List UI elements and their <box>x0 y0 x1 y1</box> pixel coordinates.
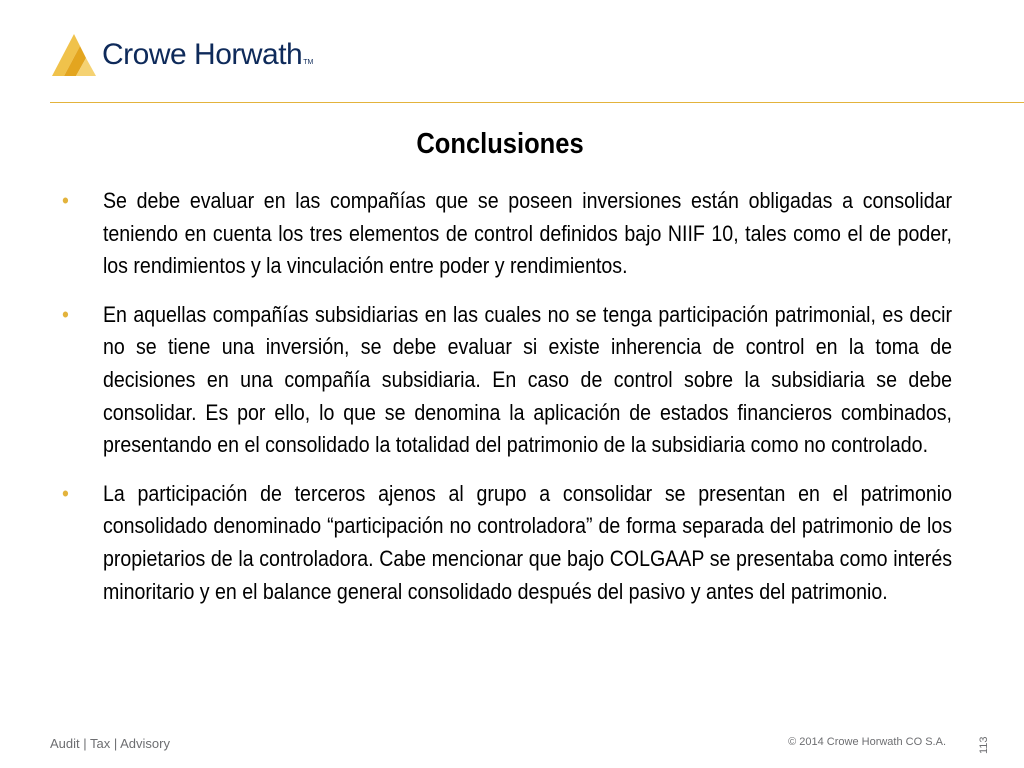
bullet-list <box>62 185 952 624</box>
bullet-item <box>62 299 952 462</box>
bullet-icon: • <box>62 301 69 327</box>
bullet-icon: • <box>62 480 69 506</box>
bullet-text: La participación de terceros ajenos al grupo a consolidar se presentan en el patrimonio consolidado denominado “participación no controladora” de forma separada del patrimonio de los propietarios de la controladora. Cabe mencionar que bajo COLGAAP se presentaba como interés minoritario y en el balance general consolidado después del pasivo y antes del patrimonio. <box>102 480 952 604</box>
slide-title: Conclusiones <box>416 128 584 160</box>
page-number: 113 <box>978 736 990 754</box>
bullet-item <box>62 478 952 608</box>
footer-services: Audit | Tax | Advisory <box>50 736 170 751</box>
bullet-item <box>62 185 952 283</box>
bullet-text: Se debe evaluar en las compañías que se poseen inversiones están obligadas a consolidar teniendo en cuenta los tres elementos de control definidos bajo NIIF 10, tales como el de poder, los rendimientos y la vinculación entre poder y rendimientos. <box>102 188 952 279</box>
logo-wordmark: Crowe Horwath <box>102 38 303 71</box>
logo-trademark: TM <box>303 59 314 66</box>
bullet-icon: • <box>62 188 69 213</box>
header-divider <box>50 102 1024 103</box>
bullet-text: En aquellas compañías subsidiarias en las cuales no se tenga participación patrimonial, es decir no se tiene una inversión, se debe evaluar si existe inherencia de control en la toma de decisiones en una compañía subsidiaria. En caso de control sobre la subsidiaria se debe consolidar. Es por ello, lo que se denomina la aplicación de estados financieros combinados, presentando en el consolidado la totalidad del patrimonio de la subsidiaria como no controlado. <box>102 301 952 458</box>
footer-copyright: © 2014 Crowe Horwath CO S.A. <box>788 736 946 748</box>
crowe-horwath-logo-icon <box>50 30 98 80</box>
company-logo <box>50 30 313 80</box>
